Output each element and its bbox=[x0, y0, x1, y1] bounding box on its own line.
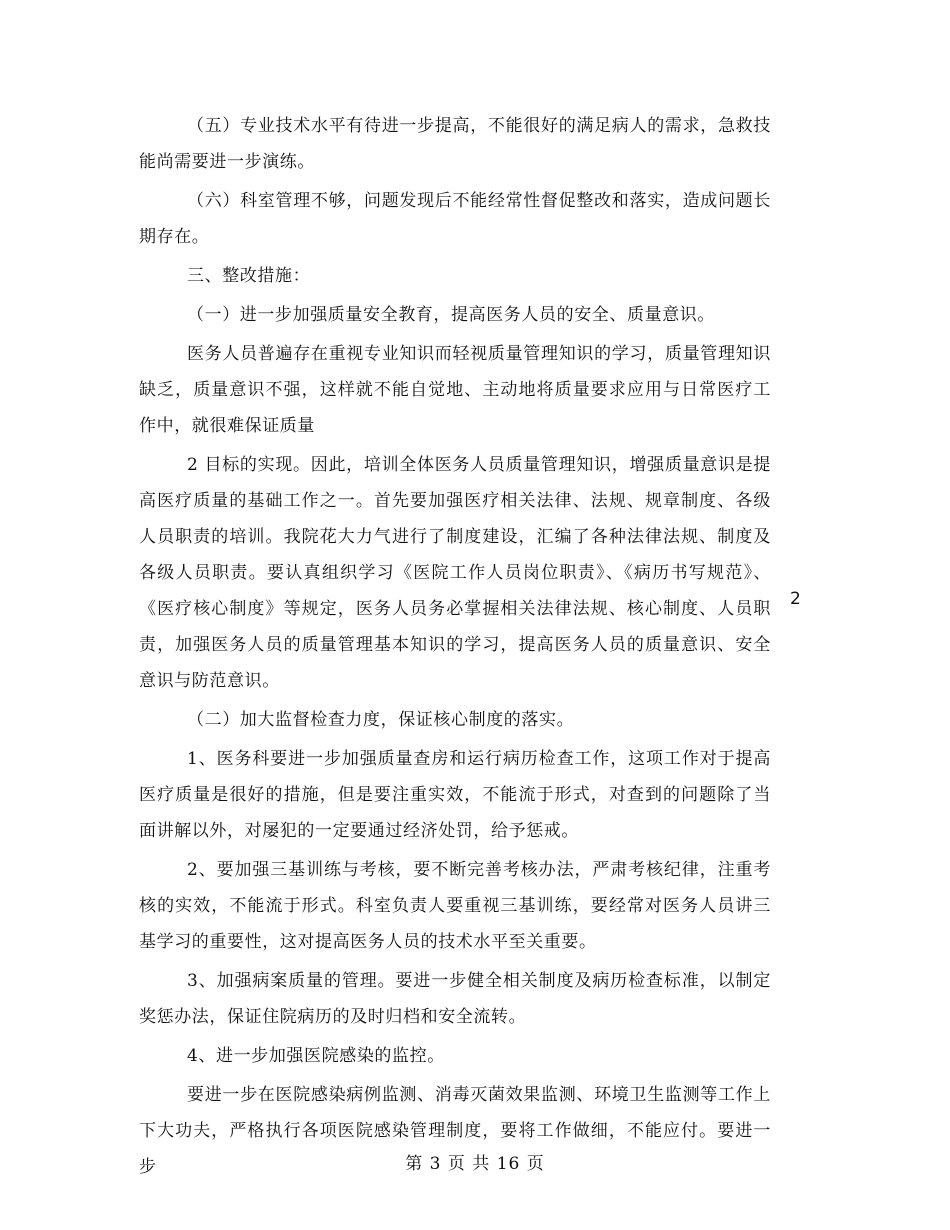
margin-page-number: 2 bbox=[790, 589, 801, 609]
section-heading: 三、整改措施： bbox=[187, 266, 311, 286]
paragraph-12: 要进一步在医院感染病例监测、消毒灭菌效果监测、环境卫生监测等工作上下大功夫，严格执行各项医院感染管理制度，要将工作做细，不能应付。要进一步 bbox=[139, 1085, 771, 1177]
paragraph-2: （六）科室管理不够，问题发现后不能经常性督促整改和落实，造成问题长期存在。 bbox=[139, 191, 771, 247]
paragraph-7: （二）加大监督检查力度，保证核心制度的落实。 bbox=[187, 710, 575, 730]
document-body bbox=[139, 108, 771, 1188]
paragraph-5: 医务人员普遍存在重视专业知识而轻视质量管理知识的学习，质量管理知识缺乏，质量意识不强，这样就不能自觉地、主动地将质量要求应用与日常医疗工作中，就很难保证质量 bbox=[139, 344, 771, 436]
paragraph-9: 2、要加强三基训练与考核，要不断完善考核办法，严肃考核纪律，注重考核的实效，不能流于形式。科室负责人要重视三基训练，要经常对医务人员讲三基学习的重要性，这对提高医务人员的技术水平至关重要。 bbox=[139, 860, 771, 952]
page-footer: 第 3 页 共 16 页 bbox=[405, 1154, 545, 1174]
paragraph-6: 2 目标的实现。因此，培训全体医务人员质量管理知识，增强质量意识是提高医疗质量的基础工作之一。首先要加强医疗相关法律、法规、规章制度、各级人员职责的培训。我院花大力气进行了制度建设，汇编了各种法律法规、制度及各级人员职责。要认真组织学习《医院工作人员岗位职责》、《病历书写规范》、《医疗核心制度》等规定，医务人员务必掌握相关法律法规、核心制度、人员职责，加强医务人员的质量管理基本知识的学习，提高医务人员的质量意识、安全意识与防范意识。 bbox=[139, 455, 771, 691]
paragraph-8: 1、医务科要进一步加强质量查房和运行病历检查工作，这项工作对于提高医疗质量是很好的措施，但是要注重实效，不能流于形式，对查到的问题除了当面讲解以外，对屡犯的一定要通过经济处罚，给予惩戒。 bbox=[139, 749, 771, 841]
paragraph-4: （一）进一步加强质量安全教育，提高医务人员的安全、质量意识。 bbox=[187, 305, 715, 325]
paragraph-10: 3、加强病案质量的管理。要进一步健全相关制度及病历检查标准，以制定奖惩办法，保证住院病历的及时归档和安全流转。 bbox=[139, 971, 771, 1027]
paragraph-11: 4、进一步加强医院感染的监控。 bbox=[187, 1046, 445, 1066]
paragraph-1: （五）专业技术水平有待进一步提高，不能很好的满足病人的需求，急救技能尚需要进一步演练。 bbox=[139, 116, 771, 172]
